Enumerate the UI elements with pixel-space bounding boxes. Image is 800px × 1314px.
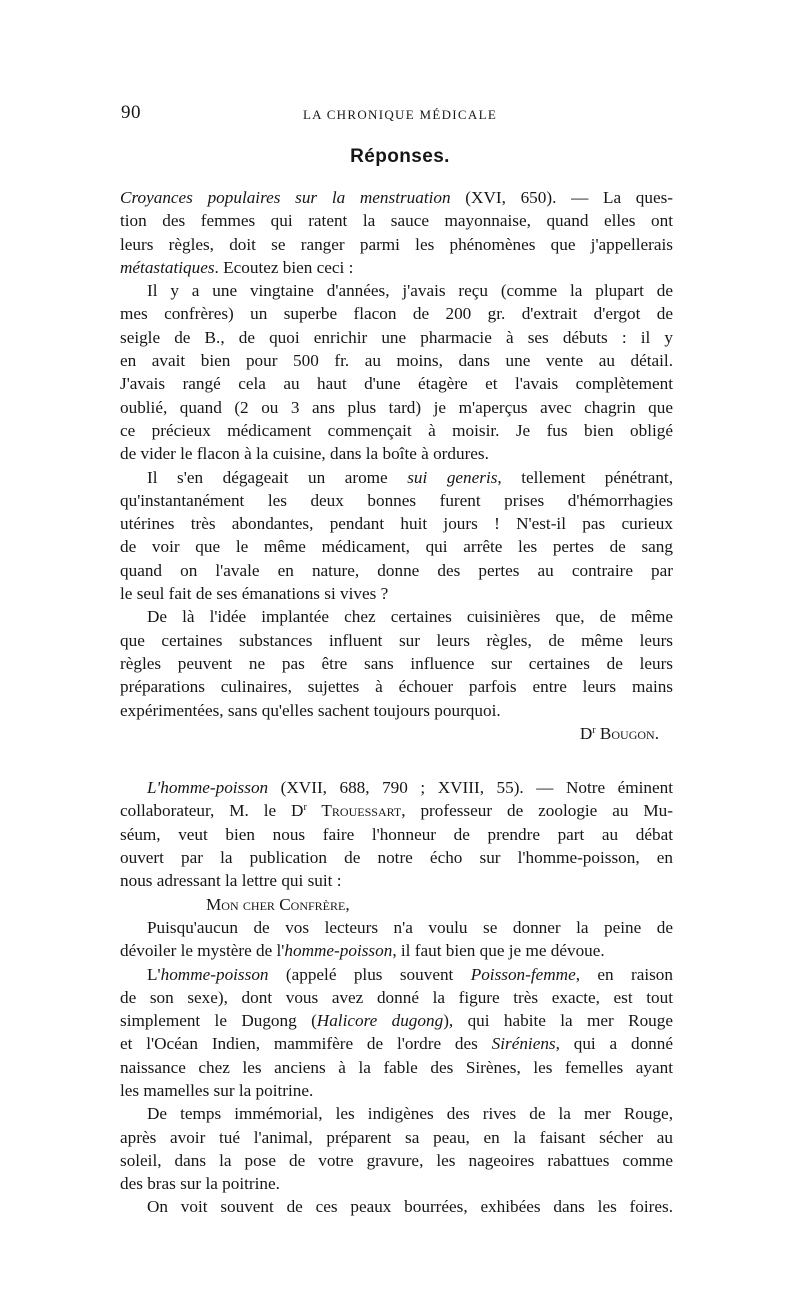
text-line: et l'Océan Indien, mammifère de l'ordre des Siréniens, qui a donné xyxy=(120,1034,673,1054)
text-line: le seul fait de ses émanations si vives ? xyxy=(120,584,389,604)
text-line: naissance chez les anciens à la fable des Sirènes, les femelles ayant xyxy=(120,1057,673,1077)
text-line: que certaines substances influent sur leurs règles, de même leurs xyxy=(120,630,673,650)
text-line: On voit souvent de ces peaux bourrées, exhibées dans les foires. xyxy=(147,1197,673,1217)
text-line: les mamelles sur la poitrine. xyxy=(120,1080,314,1100)
section-title: Réponses. xyxy=(350,146,450,167)
text-line: préparations culinaires, sujettes à échouer parfois entre leurs mains xyxy=(120,677,673,697)
spacer xyxy=(120,745,673,776)
text-line: règles peuvent ne pas être sans influence sur certaines de leurs xyxy=(120,653,673,673)
letter-salutation: Mon cher Confrère, xyxy=(206,894,350,914)
text-line: De temps immémorial, les indigènes des rives de la mer Rouge, xyxy=(147,1104,673,1124)
text-line: mes confrères) un superbe flacon de 200 gr. d'extrait d'ergot de xyxy=(120,304,673,324)
text-line: seigle de B., de quoi enrichir une pharmacie à ses débuts : il y xyxy=(120,327,673,347)
text-line: L'homme-poisson (XVII, 688, 790 ; XVIII, 55). — Notre éminent xyxy=(147,778,673,798)
page-number: 90 xyxy=(121,102,141,123)
text-line: leurs règles, doit se ranger parmi les phénomènes que j'appellerais xyxy=(120,234,673,254)
body-text xyxy=(120,186,673,1219)
text-line: L'homme-poisson (appelé plus souvent Poisson-femme, en raison xyxy=(147,964,673,984)
text-line: expérimentées, sans qu'elles sachent toujours pourquoi. xyxy=(120,700,501,720)
text-line: Il y a une vingtaine d'années, j'avais reçu (comme la plupart de xyxy=(147,281,673,301)
text-line: en avait bien pour 500 fr. au moins, dans une vente au détail. xyxy=(120,351,673,371)
text-line: collaborateur, M. le $D^r$ Trouessart, professeur de zoologie au Mu- xyxy=(120,801,673,821)
text-line: Puisqu'aucun de vos lecteurs n'a voulu se donner la peine de xyxy=(147,917,673,937)
text-line: de voir que le même médicament, qui arrête les pertes de sang xyxy=(120,537,673,557)
text-line: nous adressant la lettre qui suit : xyxy=(120,871,342,891)
page-header xyxy=(0,102,800,132)
text-line: métastatiques. Ecoutez bien ceci : xyxy=(120,257,354,277)
text-line: des bras sur la poitrine. xyxy=(120,1174,280,1194)
text-line: de vider le flacon à la cuisine, dans la boîte à ordures. xyxy=(120,444,489,464)
text-line: Croyances populaires sur la menstruation (XVI, 650). — La ques- xyxy=(120,188,673,207)
signature: $D^r$ Bougon. xyxy=(579,723,659,743)
text-line: J'avais rangé cela au haut d'une étagère et l'avais complètement xyxy=(120,374,673,394)
text-line: ce précieux médicament commençait à moisir. Je fus bien obligé xyxy=(120,420,673,440)
text-line: de son sexe), dont vous avez donné la figure très exacte, est tout xyxy=(120,987,673,1007)
text-line: oublié, quand (2 ou 3 ans plus tard) je m'aperçus avec chagrin que xyxy=(120,397,673,417)
text-line: tion des femmes qui ratent la sauce mayonnaise, quand elles ont xyxy=(120,211,673,231)
text-line: simplement le Dugong (Halicore dugong), qui habite la mer Rouge xyxy=(120,1011,673,1031)
text-line: qu'instantanément les deux bonnes furent prises d'hémorrhagies xyxy=(120,490,673,510)
text-line: De là l'idée implantée chez certaines cuisinières que, de même xyxy=(147,607,673,627)
text-line: dévoiler le mystère de l'homme-poisson, il faut bien que je me dévoue. xyxy=(120,941,605,961)
text-line: quand on l'avale en nature, donne des pertes au contraire par xyxy=(120,560,673,580)
text-line: utérines très abondantes, pendant huit jours ! N'est-il pas curieux xyxy=(120,514,673,534)
text-line: ouvert par la publication de notre écho sur l'homme-poisson, en xyxy=(120,848,673,868)
text-line: Il s'en dégageait un arome sui generis, tellement pénétrant, xyxy=(147,467,673,487)
running-title: LA CHRONIQUE MÉDICALE xyxy=(302,107,498,122)
text-line: soleil, dans la pose de votre gravure, les nageoires rabattues comme xyxy=(120,1150,673,1170)
text-line: après avoir tué l'animal, préparent sa peau, en la faisant sécher au xyxy=(120,1127,673,1147)
text-line: séum, veut bien nous faire l'honneur de prendre part au débat xyxy=(120,824,673,844)
